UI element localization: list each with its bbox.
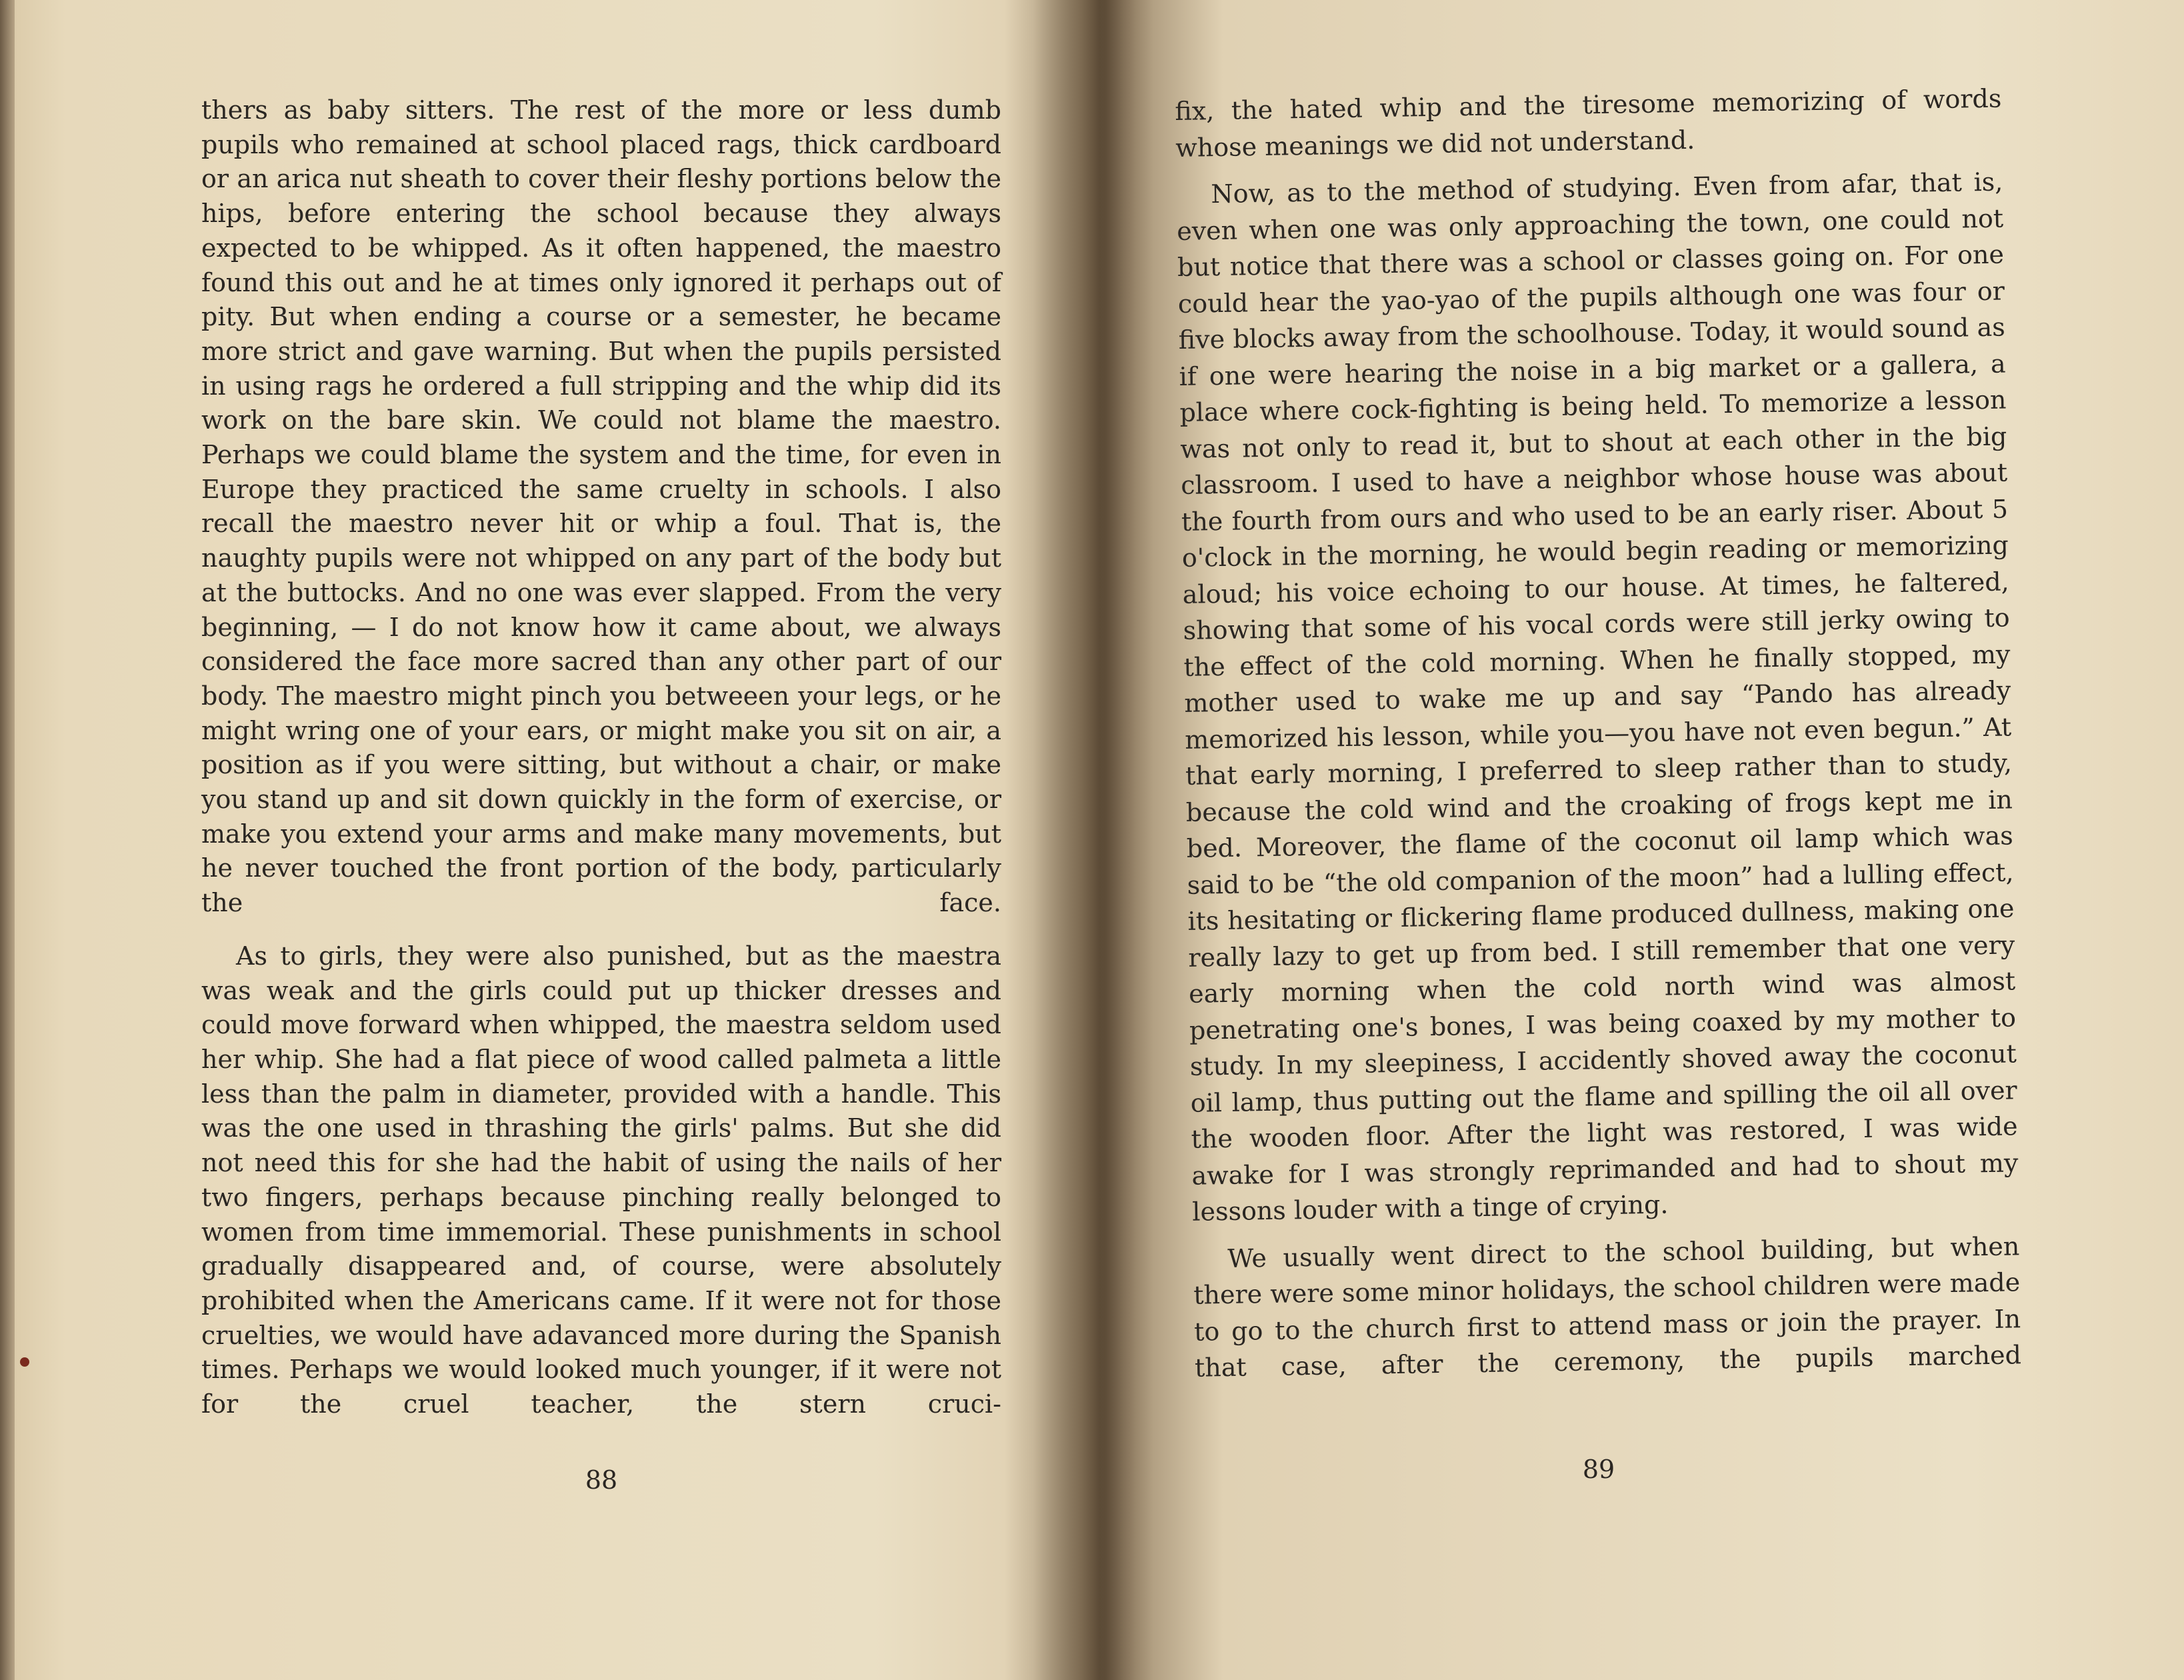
page-number-left: 88 (585, 1465, 618, 1495)
gutter-shadow (1033, 0, 1153, 1680)
page-number-right: 89 (1582, 1455, 1615, 1484)
right-paragraph-2: Now, as to the method of studying. Even from afar, that is, even when one was only approaching the town, one could not but notice that there was a school or classes going on. For one could hear the yao-yao of the pupils although one was four or five blocks away from the schoolhouse. Today, it would sound as if one were hearing the noise in a big market or a gallera, a place where cock-fighting is being held. To memorize a lesson was not only to read it, but to shout at each other in the big classroom. I used to have a neighbor whose house was about the fourth from ours and who used to be an early riser. About 5 o'clock in the morning, he would begin reading or memorizing aloud; his voice echoing to our house. At times, he faltered, showing that some of his vocal cords were still jerky owing to the effect of the cold morning. When he finally stopped, my mother used to wake me up and say “Pando has already memorized his lesson, while you—you have not even begun.” At that early morning, I preferred to sleep rather than to study, because the cold wind and the croaking of frogs kept me in bed. Moreover, the flame of the coconut oil lamp which was said to be “the old companion of the moon” had a lulling effect, its hesitating or flickering flame produced dullness, making one really lazy to get up from bed. I still remember that one very early morning when the cold north wind was almost penetrating one's bones, I was being coaxed by my mother to study. In my sleepiness, I accidently shoved away the coconut oil lamp, thus putting out the flame and spilling the oil all over the wooden floor. After the light was restored, I was wide awake for I was strongly reprimanded and had to shout my lessons louder with a tinge of crying. (1176, 167, 2019, 1227)
book-edge (0, 0, 15, 1680)
right-paragraph-1: fix, the hated whip and the tiresome memorizing of words whose meanings we did not understand. (1175, 83, 2002, 163)
left-page (201, 93, 1001, 1422)
right-page (1175, 81, 2021, 1387)
left-paragraph-2: As to girls, they were also punished, but as the maestra was weak and the girls could put up thicker dresses and could move forward when whipped, the maestra seldom used her whip. She had a flat piece of wood called palmeta a little less than the palm in diameter, provided with a handle. This was the one used in thrashing the girls' palms. But she did not need this for she had the habit of using the nails of her two fingers, perhaps because pinching really belonged to women from time immemorial. These punishments in school gradually disappeared and, of course, were absolutely prohibited when the Americans came. If it were not for those cruelties, we would have adavanced more during the Spanish times. Perhaps we would looked much younger, if it were not for the cruel teacher, the stern cruci- (201, 941, 1001, 1419)
right-paragraph-3: We usually went direct to the school building, but when there were some minor holidays, the school children were made to go to the church first to attend mass or join the prayer. In that case, after the ceremony, the pupils marched (1193, 1231, 2022, 1383)
left-paragraph-1: thers as baby sitters. The rest of the more or less dumb pupils who remained at school placed rags, thick cardboard or an arica nut sheath to cover their fleshy portions below the hips, before entering the school because they always expected to be whipped. As it often happened, the maestro found this out and he at times only ignored it perhaps out of pity. But when ending a course or a semester, he became more strict and gave warning. But when the pupils persisted in using rags he ordered a full stripping and the whip did its work on the bare skin. We could not blame the maestro. Perhaps we could blame the system and the time, for even in Europe they practiced the same cruelty in schools. I also recall the maestro never hit or whip a foul. That is, the naughty pupils were not whipped on any part of the body but at the buttocks. And no one was ever slapped. From the very beginning, — I do not know how it came about, we always considered the face more sacred than any other part of our body. The maestro might pinch you betweeen your legs, or he might wring one of your ears, or might make you sit on air, a position as if you were sitting, but without a chair, or make you stand up and sit down quickly in the form of exercise, or make you extend your arms and make many movements, but he never touched the front portion of the body, particularly the face. (201, 95, 1001, 918)
paper-speck (20, 1357, 29, 1367)
